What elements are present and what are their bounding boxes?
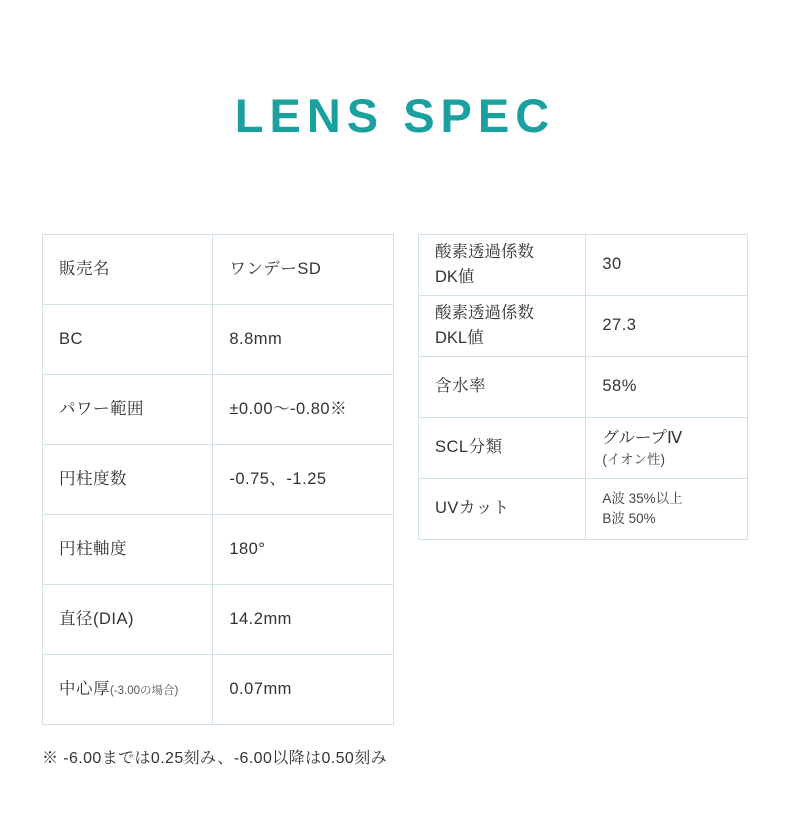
row-value-line-1: グループⅣ [602,428,683,447]
row-key-label: 販売名 [59,259,110,278]
table-row [419,479,748,540]
row-key [43,305,213,375]
spec-tables [42,234,748,725]
row-key [43,235,213,305]
row-key [43,445,213,515]
right-spec-table [418,234,748,540]
row-key-label-2: DKL値 [435,329,484,347]
row-key-label: 直径(DIA) [59,609,134,628]
row-value: 0.07mm [213,655,394,725]
row-key [43,655,213,725]
table-row [43,515,394,585]
row-key-label: SCL分類 [435,438,503,457]
row-key-note: (-3.00の場合) [110,684,179,697]
footnote: ※ -6.00までは0.25刻み、-6.00以降は0.50刻み [42,750,388,767]
row-value: 27.3 [586,296,748,357]
table-row [43,445,394,515]
left-spec-table [42,234,394,725]
row-key-label: 酸素透過係数 [435,304,534,323]
row-key-label: 酸素透過係数 [435,243,534,262]
row-value-line-1: A波 35%以上 [602,490,683,506]
row-value: ワンデーSD [213,235,394,305]
table-row [43,375,394,445]
table-row [43,305,394,375]
row-key-label: 含水率 [435,377,486,396]
row-value: -0.75、-1.25 [213,445,394,515]
table-row [43,235,394,305]
row-key [419,357,586,418]
row-value: 30 [586,235,748,296]
row-key-label: 中心厚 [59,679,110,698]
row-value: 58% [586,357,748,418]
row-key-label: BC [59,329,83,348]
row-value-line-2: (イオン性) [602,452,665,468]
row-value: 180° [213,515,394,585]
row-key [419,296,586,357]
row-key [43,515,213,585]
row-key-label: UVカット [435,499,510,518]
row-key-label-2: DK値 [435,268,475,286]
page-title: LENS SPEC [234,89,556,142]
table-row [43,655,394,725]
row-key [419,418,586,479]
row-value: ±0.00～-0.80※ [213,375,394,445]
row-key [419,479,586,540]
table-row [419,418,748,479]
table-row [43,585,394,655]
table-row [419,296,748,357]
table-row [419,357,748,418]
row-key-label: 円柱軸度 [59,539,127,558]
row-value [586,479,748,540]
row-value-line-2: B波 50% [602,511,656,526]
row-key-label: 円柱度数 [59,469,127,488]
row-key [43,375,213,445]
row-key [419,235,586,296]
row-value [586,418,748,479]
row-key-label: パワー範囲 [59,399,144,418]
table-row [419,235,748,296]
row-value: 8.8mm [213,305,394,375]
row-key [43,585,213,655]
row-value: 14.2mm [213,585,394,655]
